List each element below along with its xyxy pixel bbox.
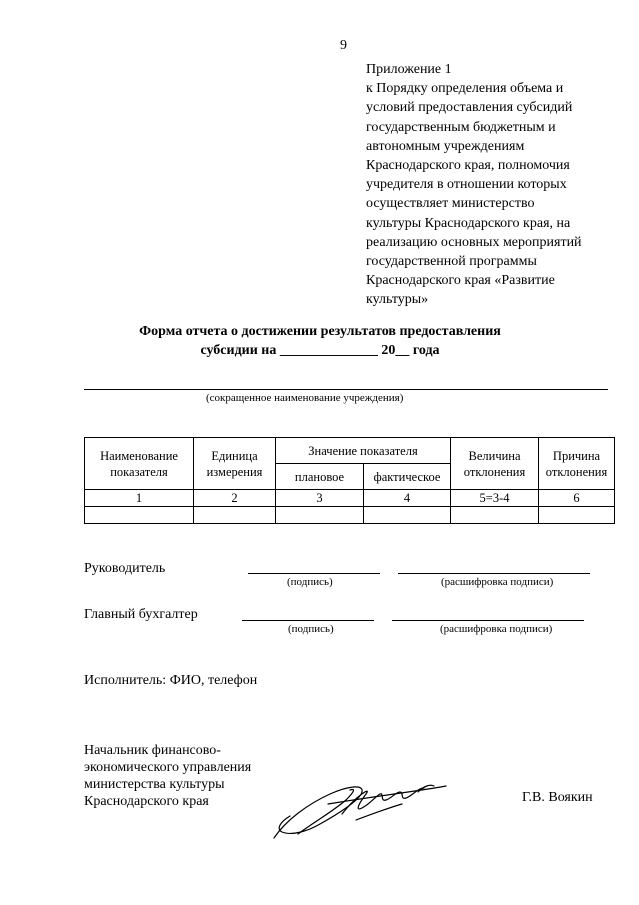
executor-line: Исполнитель: ФИО, телефон: [84, 673, 258, 688]
empty-cell: [85, 507, 194, 524]
column-number: 4: [364, 490, 451, 507]
handwritten-signature: [268, 770, 453, 845]
empty-cell: [539, 507, 615, 524]
header-deviation: Величина отклонения: [451, 438, 539, 490]
appendix-line: условий предоставления субсидий: [366, 100, 573, 116]
appendix-line: учредителя в отношении которых: [366, 177, 567, 193]
head-decode-caption: (расшифровка подписи): [441, 576, 554, 588]
appendix-line: государственным бюджетным и: [366, 119, 556, 135]
chief-name: Г.В. Воякин: [522, 790, 593, 805]
appendix-line: государственной программы: [366, 254, 537, 270]
appendix-line: Краснодарского края «Развитие: [366, 273, 555, 289]
form-title-line1: Форма отчета о достижении результатов предоставления: [139, 324, 501, 339]
accountant-sign-line: [242, 620, 374, 621]
header-value: Значение показателя: [276, 438, 451, 464]
head-sign-caption: (подпись): [287, 576, 333, 588]
empty-cell: [451, 507, 539, 524]
accountant-decode-caption: (расшифровка подписи): [440, 623, 553, 635]
appendix-line: культуры»: [366, 292, 429, 308]
appendix-line: Приложение 1: [366, 62, 452, 77]
appendix-line: осуществляет министерство: [366, 196, 535, 212]
chief-title-line: экономического управления: [84, 760, 252, 775]
appendix-block: [366, 60, 636, 310]
appendix-line: автономным учреждениям: [366, 138, 525, 154]
head-label: Руководитель: [84, 561, 166, 576]
header-reason: Причина отклонения: [539, 438, 615, 490]
chief-title-line: Начальник финансово-: [84, 743, 221, 758]
column-number: 1: [85, 490, 194, 507]
appendix-line: к Порядку определения объема и: [366, 81, 564, 97]
chief-title-line: министерства культуры: [84, 777, 225, 792]
accountant-decode-line: [392, 620, 584, 621]
column-number: 2: [194, 490, 276, 507]
appendix-line: культуры Краснодарского края, на: [366, 215, 571, 231]
header-planned: плановое: [276, 464, 364, 490]
header-actual: фактическое: [364, 464, 451, 490]
header-indicator-name: Наименование показателя: [85, 438, 194, 490]
appendix-line: реализацию основных мероприятий: [366, 234, 582, 250]
column-number: 5=3-4: [451, 490, 539, 507]
empty-cell: [276, 507, 364, 524]
appendix-line: Краснодарского края, полномочия: [366, 158, 570, 174]
institution-line: [84, 389, 608, 390]
column-number: 3: [276, 490, 364, 507]
column-number: 6: [539, 490, 615, 507]
head-decode-line: [398, 573, 590, 574]
chief-title-line: Краснодарского края: [84, 794, 209, 809]
empty-cell: [194, 507, 276, 524]
form-title-line2: субсидии на ______________ 20__ года: [200, 343, 440, 358]
page-number: 9: [340, 38, 347, 53]
empty-cell: [364, 507, 451, 524]
form-title: [60, 322, 580, 360]
head-sign-line: [248, 573, 380, 574]
accountant-label: Главный бухгалтер: [84, 607, 198, 622]
accountant-sign-caption: (подпись): [288, 623, 334, 635]
report-table: [84, 437, 615, 524]
institution-caption: (сокращенное наименование учреждения): [206, 392, 404, 404]
chief-title: [84, 742, 251, 810]
header-unit: Единица измерения: [194, 438, 276, 490]
